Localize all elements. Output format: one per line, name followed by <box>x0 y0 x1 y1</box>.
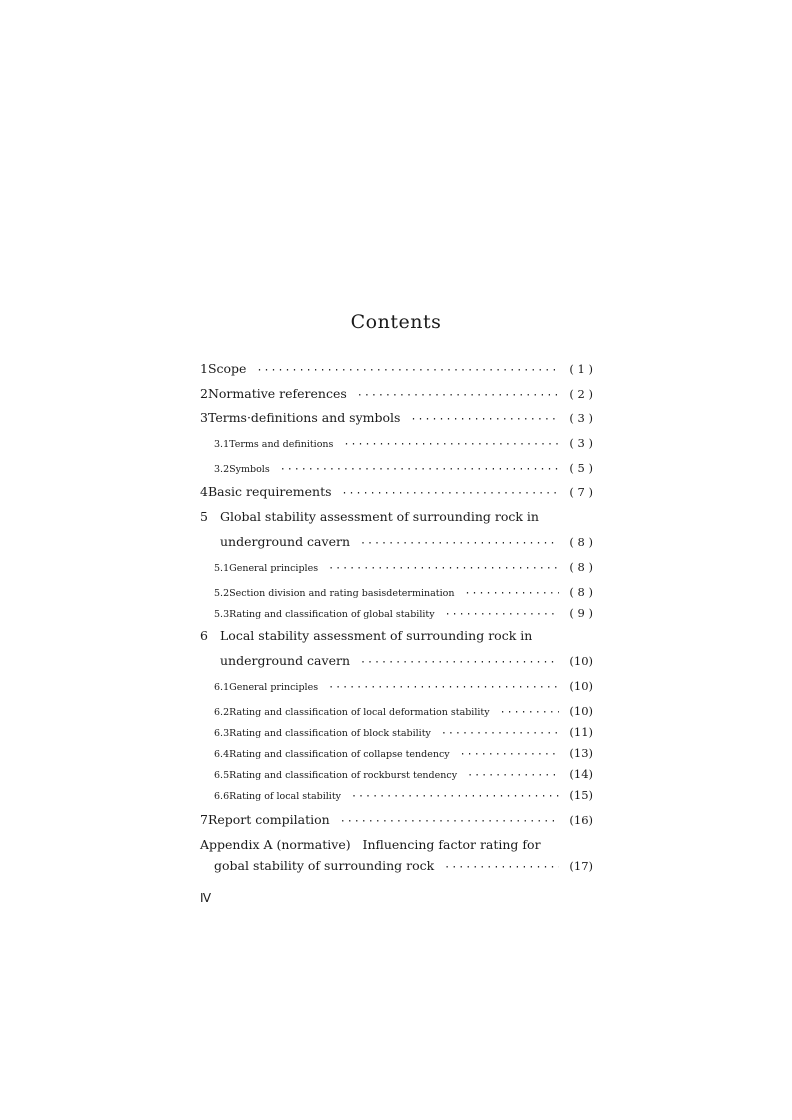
entry-page: ( 8 ) <box>569 560 593 574</box>
entry-label: Basic requirements <box>207 484 332 499</box>
toc-entry-7[interactable] <box>200 812 593 827</box>
entry-number: 5.1 <box>214 563 230 574</box>
entry-label: Report compilation <box>207 812 330 827</box>
entry-page: (16) <box>569 813 593 827</box>
page-title: Contents <box>350 311 442 333</box>
toc-entry-3[interactable] <box>200 410 593 425</box>
toc-entry-6-5[interactable] <box>214 767 593 781</box>
toc-entry-5-2[interactable] <box>214 585 593 599</box>
entry-page: (15) <box>569 788 593 802</box>
entry-page: ( 7 ) <box>569 485 593 499</box>
toc-entry-appendix-a-line1[interactable] <box>200 837 593 852</box>
entry-label: Terms·definitions and symbols <box>207 410 401 425</box>
toc-entry-appendix-a-line2[interactable] <box>214 858 593 873</box>
entry-label: Appendix A (normative) Influencing factor rating for <box>200 837 541 852</box>
entry-number: 3 <box>200 410 208 425</box>
entry-label: Rating of local stability <box>229 791 342 802</box>
entry-number: 4 <box>200 484 208 499</box>
entry-number: 6.6 <box>214 791 230 802</box>
entry-label: General principles <box>229 682 319 693</box>
entry-page: ( 9 ) <box>569 606 593 620</box>
toc-entry-6-3[interactable] <box>214 725 593 739</box>
entry-page: ( 3 ) <box>569 411 593 425</box>
entry-number: 3.1 <box>214 439 230 450</box>
dot-leader <box>464 588 559 599</box>
dot-leader <box>460 749 559 760</box>
entry-page: (10) <box>569 704 593 718</box>
entry-label: gobal stability of surrounding rock <box>214 858 435 873</box>
toc-entry-6-6[interactable] <box>214 788 593 802</box>
dot-leader <box>328 682 559 693</box>
toc-entry-4[interactable] <box>200 484 593 499</box>
toc-entry-5-line1[interactable] <box>200 509 593 524</box>
entry-label: Local stability assessment of surrounding rock in <box>220 628 533 643</box>
dot-leader <box>360 538 559 549</box>
entry-number: 5.2 <box>214 588 230 599</box>
dot-leader <box>360 657 559 668</box>
entry-label: Global stability assessment of surrounding rock in <box>220 509 539 524</box>
entry-page: (13) <box>569 746 593 760</box>
entry-label: Section division and rating basisdetermination <box>229 588 455 599</box>
entry-label: Scope <box>207 361 247 376</box>
entry-page: ( 3 ) <box>569 436 593 450</box>
entry-page: (11) <box>569 725 593 739</box>
entry-number: 1 <box>200 361 208 376</box>
entry-label: underground cavern <box>220 653 350 668</box>
entry-page: ( 8 ) <box>569 535 593 549</box>
entry-number: 2 <box>200 386 208 401</box>
dot-leader <box>444 862 559 873</box>
entry-label: underground cavern <box>220 534 350 549</box>
toc-entry-6-4[interactable] <box>214 746 593 760</box>
dot-leader <box>500 707 559 718</box>
dot-leader <box>342 488 559 499</box>
toc-entry-5-3[interactable] <box>214 606 593 620</box>
dot-leader <box>256 365 559 376</box>
entry-label: General principles <box>229 563 319 574</box>
entry-page: (17) <box>569 859 593 873</box>
dot-leader <box>328 563 559 574</box>
dot-leader <box>357 390 559 401</box>
toc-entry-5-1[interactable] <box>214 560 593 574</box>
entry-page: (10) <box>569 654 593 668</box>
entry-number: 6.5 <box>214 770 230 781</box>
entry-page: ( 2 ) <box>569 387 593 401</box>
toc-entry-2[interactable] <box>200 386 593 401</box>
dot-leader <box>445 609 559 620</box>
toc-entry-6-line1[interactable] <box>200 628 593 643</box>
dot-leader <box>280 464 559 475</box>
entry-number: 6.1 <box>214 682 230 693</box>
entry-label: Symbols <box>229 464 270 475</box>
entry-number: 6.2 <box>214 707 230 718</box>
dot-leader <box>340 816 559 827</box>
entry-label: Terms and definitions <box>229 439 334 450</box>
dot-leader <box>441 728 559 739</box>
dot-leader <box>351 791 559 802</box>
dot-leader <box>343 439 559 450</box>
entry-page: ( 5 ) <box>569 461 593 475</box>
entry-label: Rating and classification of block stability <box>229 728 431 739</box>
toc-entry-3-2[interactable] <box>214 461 593 475</box>
entry-label: Normative references <box>207 386 347 401</box>
entry-label: Rating and classification of collapse tendency <box>229 749 450 760</box>
entry-number: 6 <box>200 628 208 643</box>
entry-label: Rating and classification of rockburst tendency <box>229 770 458 781</box>
toc-entry-6-2[interactable] <box>214 704 593 718</box>
entry-page: (14) <box>569 767 593 781</box>
entry-number: 7 <box>200 812 208 827</box>
entry-page: (10) <box>569 679 593 693</box>
toc-entry-3-1[interactable] <box>214 436 593 450</box>
toc-entry-5-line2[interactable] <box>220 534 593 549</box>
entry-number: 5.3 <box>214 609 230 620</box>
dot-leader <box>467 770 559 781</box>
toc-entry-6-line2[interactable] <box>220 653 593 668</box>
entry-page: ( 1 ) <box>569 362 593 376</box>
page-folio: Ⅳ <box>200 891 212 905</box>
entry-page: ( 8 ) <box>569 585 593 599</box>
entry-number: 5 <box>200 509 208 524</box>
toc-entry-6-1[interactable] <box>214 679 593 693</box>
entry-label: Rating and classification of local deformation stability <box>229 707 490 718</box>
entry-label: Rating and classification of global stability <box>229 609 435 620</box>
dot-leader <box>410 414 559 425</box>
entry-number: 3.2 <box>214 464 230 475</box>
toc-entry-1[interactable] <box>200 361 593 376</box>
entry-number: 6.3 <box>214 728 230 739</box>
entry-number: 6.4 <box>214 749 230 760</box>
